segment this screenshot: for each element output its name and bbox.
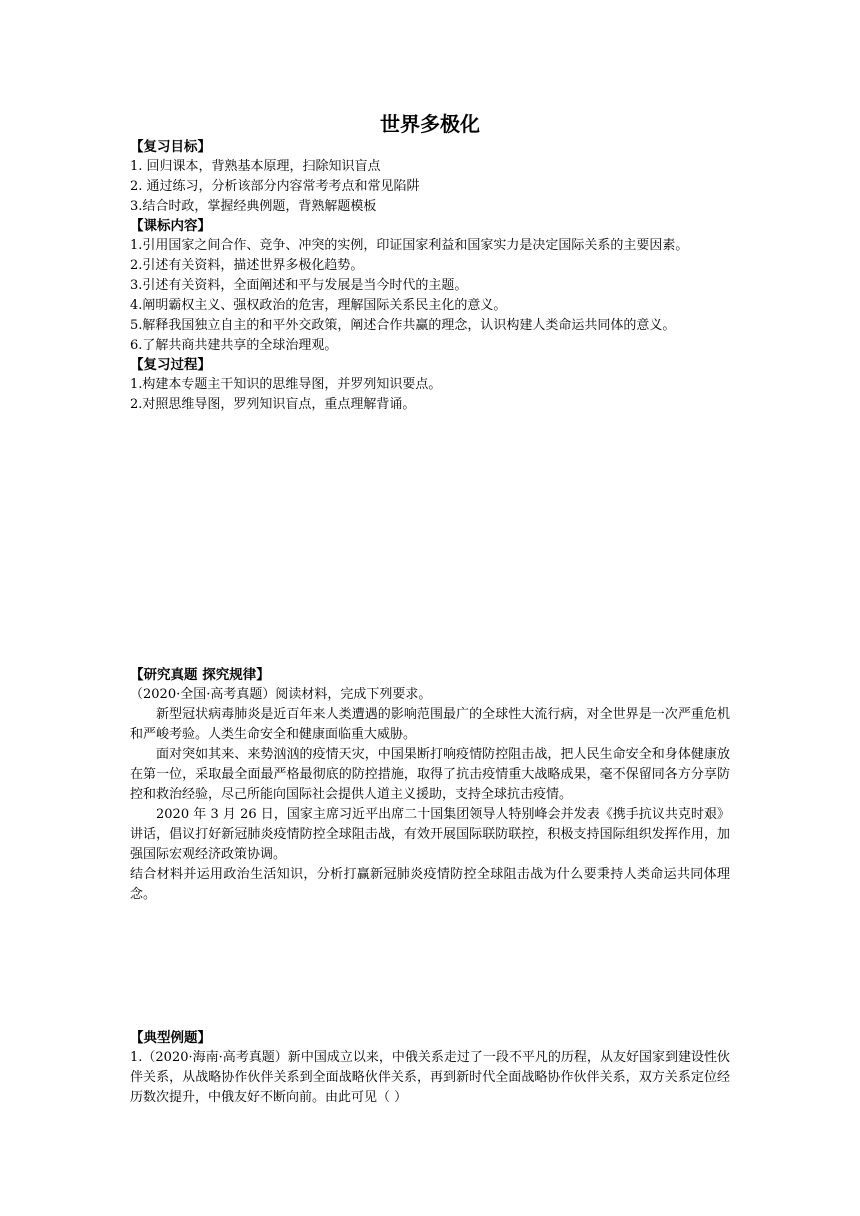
page-title: 世界多极化 xyxy=(380,112,480,136)
research-section xyxy=(130,666,730,905)
standards-heading: 【课标内容】 xyxy=(130,218,211,234)
standard-item: 5.解释我国独立自主的和平外交政策，阐述合作共赢的理念，认识构建人类命运共同体的意义。 xyxy=(130,318,676,333)
research-heading: 【研究真题 探究规律】 xyxy=(130,667,270,683)
review-goal-item: 1. 回归课本，背熟基本原理，扫除知识盲点 xyxy=(130,159,381,174)
examples-section xyxy=(130,1029,730,1108)
example-question-1: 1.（2020·海南·高考真题）新中国成立以来，中俄关系走过了一段不平凡的历程，从友好国家到建设性伙伴关系，从战略协作伙伴关系到全面战略伙伴关系，再到新时代全面战略协作伙伴关系，双方关系定位经历数次提升，中俄友好不断向前。由此可见（ ） xyxy=(130,1050,730,1105)
review-goal-item: 2. 通过练习，分析该部分内容常考考点和常见陷阱 xyxy=(130,179,420,194)
standard-item: 4.阐明霸权主义、强权政治的危害，理解国际关系民主化的意义。 xyxy=(130,298,507,313)
standard-item: 6.了解共商共建共享的全球治理观。 xyxy=(130,338,338,353)
material-paragraph: 面对突如其来、来势汹汹的疫情天灾，中国果断打响疫情防控阻击战，把人民生命安全和身体健康放在第一位，采取最全面最严格最彻底的防控措施，取得了抗击疫情重大战略成果，毫不保留同各方分享防控和救治经验，尽己所能向国际社会提供人道主义援助，支持全球抗击疫情。 xyxy=(130,747,730,802)
material-paragraph: 2020 年 3 月 26 日，国家主席习近平出席二十国集团领导人特别峰会并发表《携手抗议共克时艰》讲话，倡议打好新冠肺炎疫情防控全球阻击战，有效开展国际联防联控，积极支持国际组织发挥作用，加强国际宏观经济政策协调。 xyxy=(130,807,730,862)
standard-item: 1.引用国家之间合作、竞争、冲突的实例，印证国家利益和国家实力是决定国际关系的主要因素。 xyxy=(130,238,689,253)
examples-heading: 【典型例题】 xyxy=(130,1030,211,1046)
review-goal-item: 3.结合时政，掌握经典例题，背熟解题模板 xyxy=(130,199,377,214)
process-item: 1.构建本专题主干知识的思维导图，并罗列知识要点。 xyxy=(130,377,442,392)
question-prompt: 结合材料并运用政治生活知识，分析打赢新冠肺炎疫情防控全球阻击战为什么要秉持人类命运共同体理念。 xyxy=(130,867,730,902)
material-paragraph: 新型冠状病毒肺炎是近百年来人类遭遇的影响范围最广的全球性大流行病，对全世界是一次严重危机和严峻考验。人类生命安全和健康面临重大威胁。 xyxy=(130,707,730,742)
review-section xyxy=(130,138,730,415)
question-source: （2020·全国·高考真题）阅读材料，完成下列要求。 xyxy=(130,687,432,702)
process-heading: 【复习过程】 xyxy=(130,357,211,373)
standard-item: 3.引述有关资料，全面阐述和平与发展是当今时代的主题。 xyxy=(130,278,468,293)
standard-item: 2.引述有关资料，描述世界多极化趋势。 xyxy=(130,258,364,273)
review-goals-heading: 【复习目标】 xyxy=(130,139,211,155)
process-item: 2.对照思维导图，罗列知识盲点，重点理解背诵。 xyxy=(130,397,416,412)
